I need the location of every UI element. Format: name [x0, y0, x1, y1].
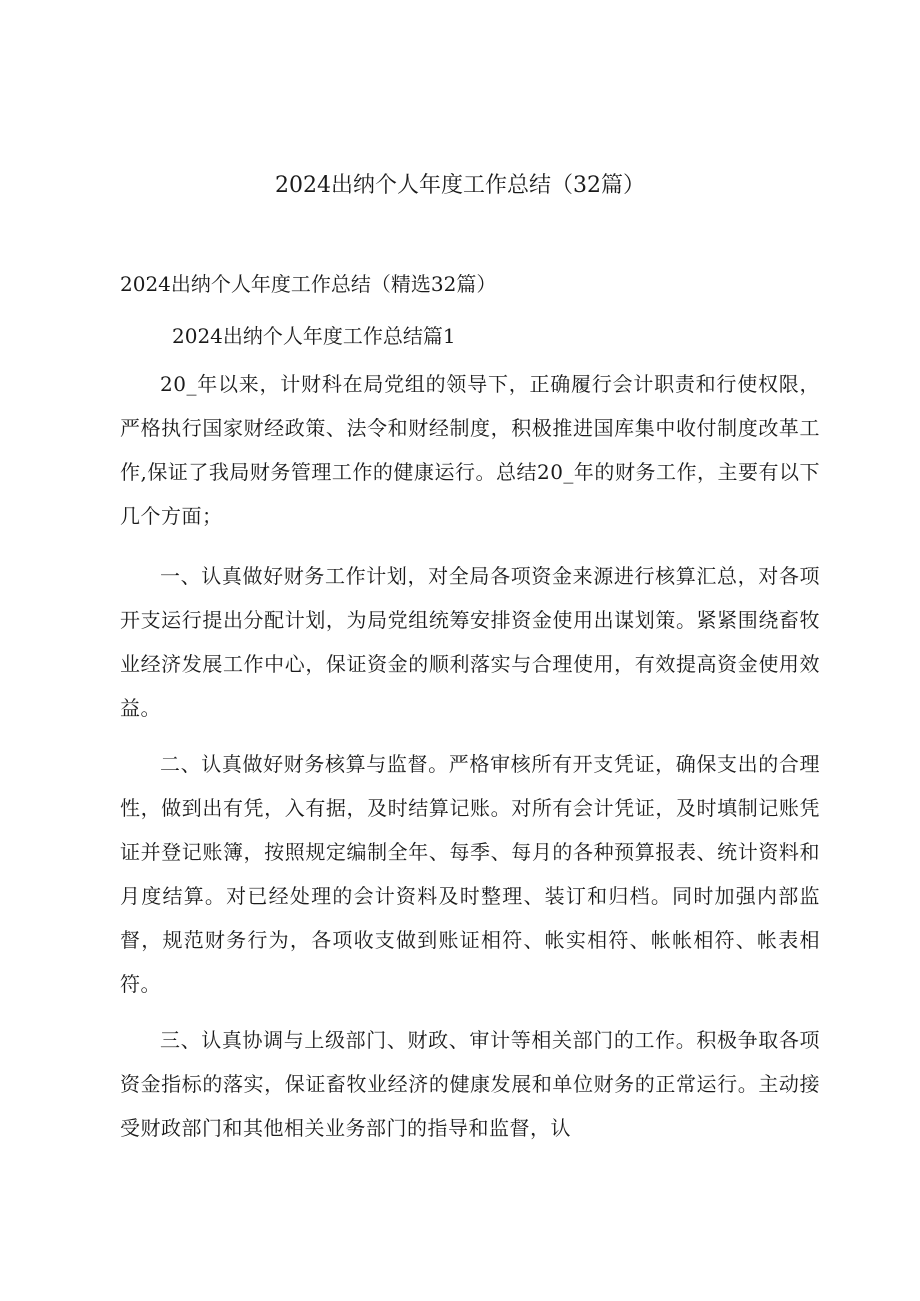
section-heading: 2024出纳个人年度工作总结篇1	[172, 324, 456, 348]
body-paragraph-2: 一、认真做好财务工作计划，对全局各项资金来源进行核算汇总，对各项开支运行提出分配计划，为局党组统筹安排资金使用出谋划策。紧紧围绕畜牧业经济发展工作中心，保证资金的顺利落实与合理使用，有效提高资金使用效益。	[120, 564, 820, 720]
document-subtitle: 2024出纳个人年度工作总结（精选32篇）	[120, 272, 497, 296]
document-title: 2024出纳个人年度工作总结（32篇）	[275, 173, 645, 198]
body-paragraph-1: 20_年以来，计财科在局党组的领导下，正确履行会计职责和行使权限，严格执行国家财经政策、法令和财经制度，积极推进国库集中收付制度改革工作,保证了我局财务管理工作的健康运行。总结20_年的财务工作，主要有以下几个方面；	[120, 372, 820, 528]
body-paragraph-3: 二、认真做好财务核算与监督。严格审核所有开支凭证，确保支出的合理性，做到出有凭，入有据，及时结算记账。对所有会计凭证，及时填制记账凭证并登记账簿，按照规定编制全年、每季、每月的各种预算报表、统计资料和月度结算。对已经处理的会计资料及时整理、装订和归档。同时加强内部监督，规范财务行为，各项收支做到账证相符、帐实相符、帐帐相符、帐表相符。	[120, 752, 820, 996]
body-paragraph-4: 三、认真协调与上级部门、财政、审计等相关部门的工作。积极争取各项资金指标的落实，保证畜牧业经济的健康发展和单位财务的正常运行。主动接受财政部门和其他相关业务部门的指导和监督，认	[120, 1028, 820, 1140]
